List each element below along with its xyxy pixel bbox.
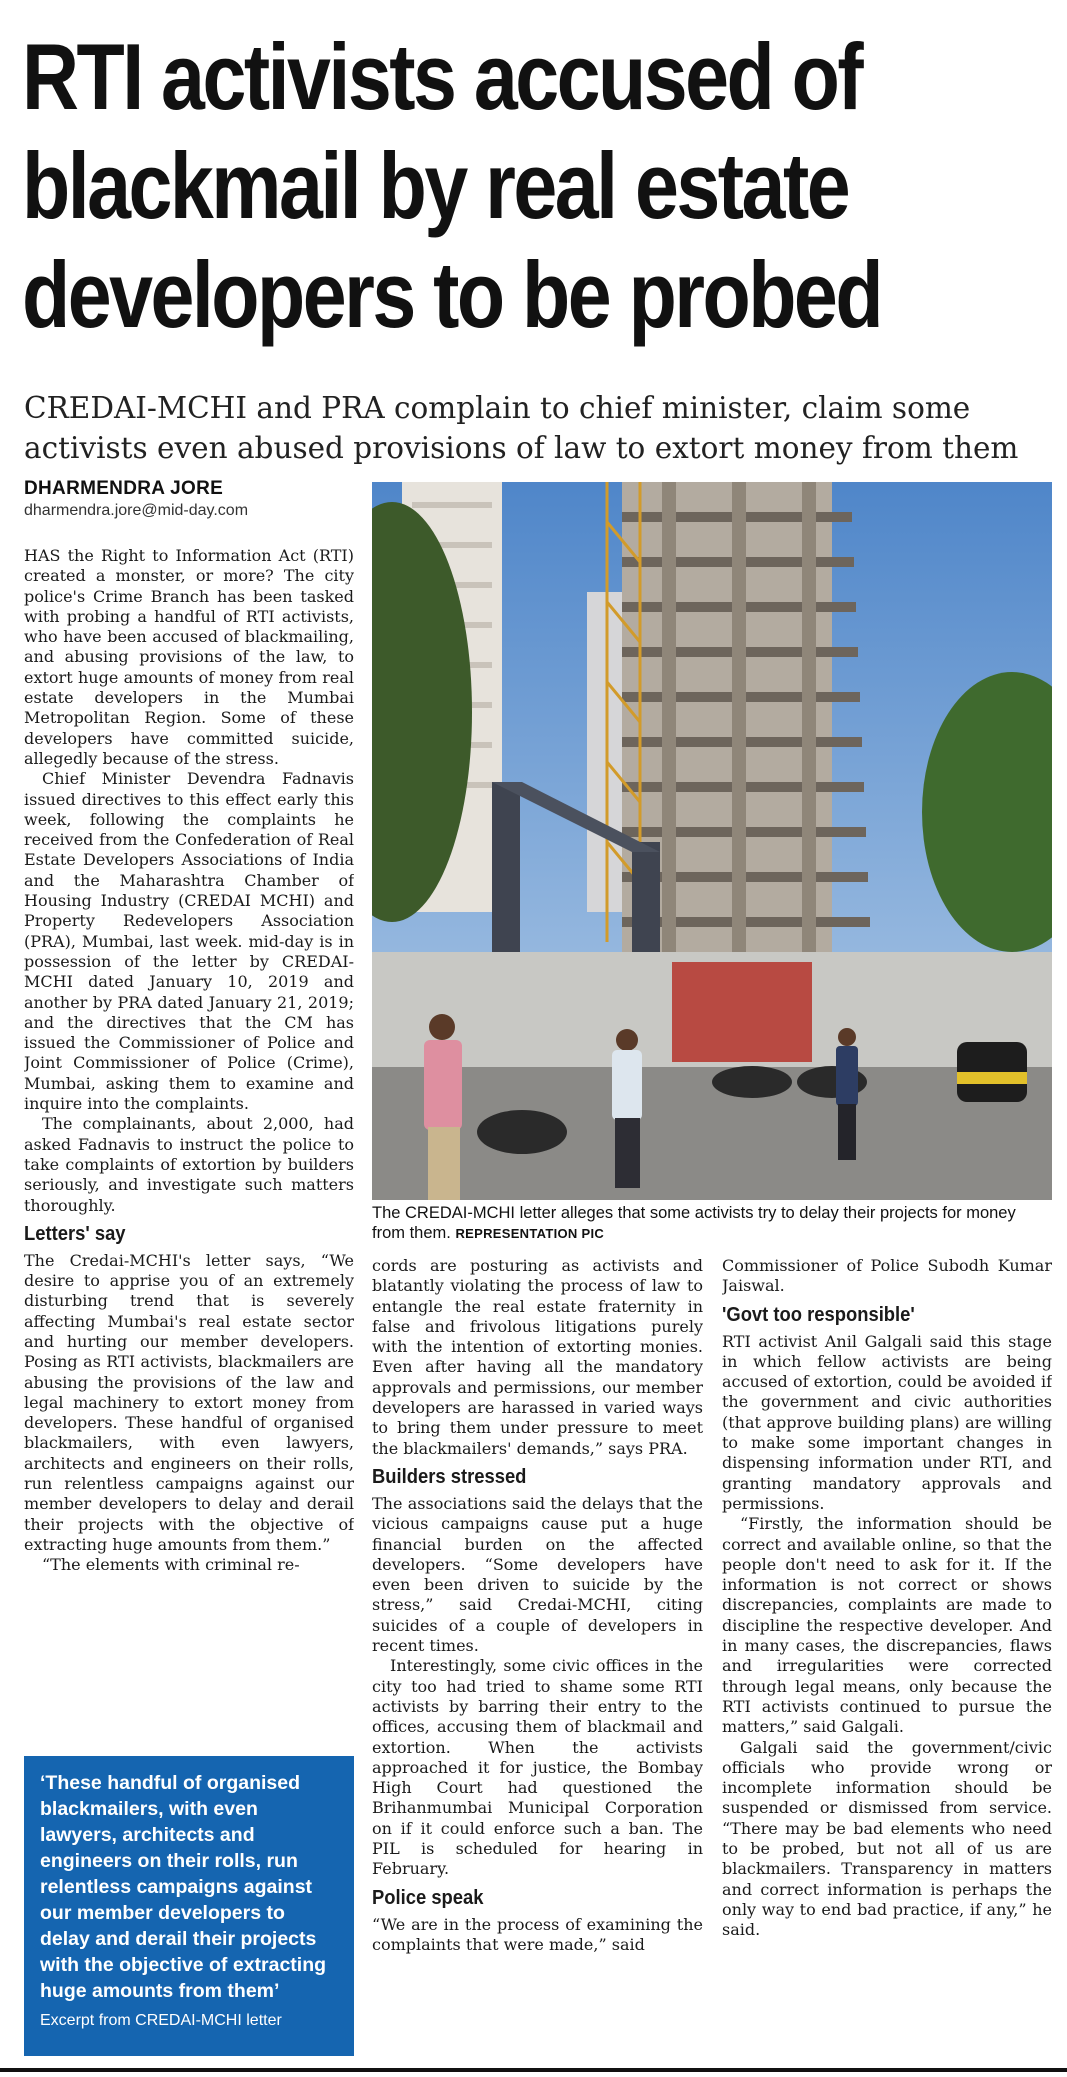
pull-quote-source: Excerpt from CREDAI-MCHI letter [40, 2012, 282, 2029]
article-photo [372, 482, 1052, 1200]
paragraph: HAS the Right to Information Act (RTI) created a monster, or more? The city police's Crime Branch has been tasked with probing a handful of RTI activists, who have been accused of blackmailing, and abusing provisions of the law, to extort huge amounts of money from real estate developers in the Mumbai Metropolitan Region. Some of these developers have committed suicide, allegedly because of the stress. [24, 546, 354, 768]
article-column-2 [372, 1256, 703, 2056]
paragraph: The complainants, about 2,000, had asked Fadnavis to instruct the police to take complaints of extortion by builders seriously, and investigate such matters thoroughly. [24, 1114, 354, 1215]
paragraph: The associations said the delays that the vicious campaigns cause put a huge financial burden on the affected developers. “Some developers have even been driven to suicide by the stress,” said Credai-MCHI, citing suicides of a couple of developers in recent times. [372, 1493, 703, 1656]
construction-site-illustration [372, 482, 1052, 1200]
bottom-rule [0, 2068, 1067, 2072]
article-column-3 [722, 1256, 1052, 2056]
pull-quote-text: ‘These handful of organised blackmailers, with even lawyers, architects and engineers on their rolls, run relentless campaigns against our member developers to delay and derail their projects with the objective of extracting huge amounts from them’ [40, 1772, 327, 2002]
paragraph: cords are posturing as activists and blatantly violating the process of law to entangle the real estate fraternity in false and frivolous litigations purely with the intention of extorting monies. Even after having all the mandatory approvals and permissions, our member developers are harassed in varied ways to bring them under pressure to meet the blackmailers' demands,” says PRA. [372, 1256, 703, 1458]
paragraph: Galgali said the government/civic officials who provide wrong or incomplete information should be suspended or dismissed from service. “There may be bad elements who need to be probed, but not all of us are blackmailers. Transparency in matters and correct information is perhaps the only way to end bad practice, if any,” he said. [722, 1737, 1052, 1940]
paragraph: “We are in the process of examining the complaints that were made,” said [372, 1914, 703, 1954]
subheadline: CREDAI-MCHI and PRA complain to chief minister, claim some activists even abused provisions of law to extort money from them [24, 391, 1019, 465]
paragraph: Interestingly, some civic offices in the city too had tried to shame some RTI activists by barring their entry to the offices, accusing them of blackmail and extortion. When the activists approached it for justice, the Bombay High Court had questioned the Brihanmumbai Municipal Corporation on if it could enforce such a ban. The PIL is scheduled for hearing in February. [372, 1656, 703, 1879]
paragraph: “The elements with criminal re- [42, 1555, 300, 1575]
section-heading: Police speak [372, 1886, 484, 1909]
pull-quote-box [24, 1756, 354, 2056]
photo-caption [372, 1203, 1052, 1244]
paragraph: RTI activist Anil Galgali said this stage in which fellow activists are being accused of extortion, could be avoided if the government and civic authorities (that approve building plans) are willing to make some important changes in dispensing information under RTI, and granting mandatory approvals and permissions. [722, 1331, 1052, 1513]
paragraph: The Credai-MCHI's letter says, “We desire to apprise you of an extremely disturbing trend that is severely affecting Mumbai's real estate sector and hurting our member developers. Posing as RTI activists, blackmailers are abusing the provisions of the law and legal machinery to extort money from developers. These handful of organised blackmailers, with even lawyers, architects and engineers on their rolls, run relentless campaigns against our member developers to delay and derail their projects with the objective of extracting huge amounts from them.” [24, 1250, 354, 1554]
paragraph: Commissioner of Police Subodh Kumar Jaiswal. [722, 1256, 1052, 1296]
caption-text: The CREDAI-MCHI letter alleges that some activists try to delay their projects for money from them. [372, 1204, 1016, 1242]
section-heading: 'Govt too responsible' [722, 1303, 915, 1326]
paragraph: “Firstly, the information should be correct and available online, so that the people don't need to ask for it. If the information is not correct or shows discrepancies, complaints are made to discipline the respective developer. And in many cases, the discrepancies, flaws and irregularities were corrected through legal means, only because the RTI activists continued to pursue the matters,” said Galgali. [722, 1514, 1052, 1737]
section-heading: Letters' say [24, 1222, 126, 1245]
byline-email[interactable]: dharmendra.jore@mid-day.com [24, 502, 249, 519]
headline: RTI activists accused of blackmail by real estate developers to be probed [22, 24, 882, 347]
paragraph: Chief Minister Devendra Fadnavis issued directives to this effect early this week, following the complaints he received from the Confederation of Real Estate Developers Associations of India and the Maharashtra Chamber of Housing Industry (CREDAI MCHI) and Property Redevelopers Association (PRA), Mumbai, last week. mid-day is in possession of the letter by CREDAI-MCHI dated January 10, 2019 and another by PRA dated January 21, 2019; and the directives that the CM has issued the Commissioner of Police and Joint Commissioner of Police (Crime), Mumbai, asking them to examine and inquire into the complaints. [24, 769, 354, 1114]
byline-author: DHARMENDRA JORE [24, 478, 224, 499]
photo-credit: REPRESENTATION PIC [455, 1226, 605, 1241]
article-column-1 [24, 546, 354, 1736]
section-heading: Builders stressed [372, 1465, 527, 1488]
